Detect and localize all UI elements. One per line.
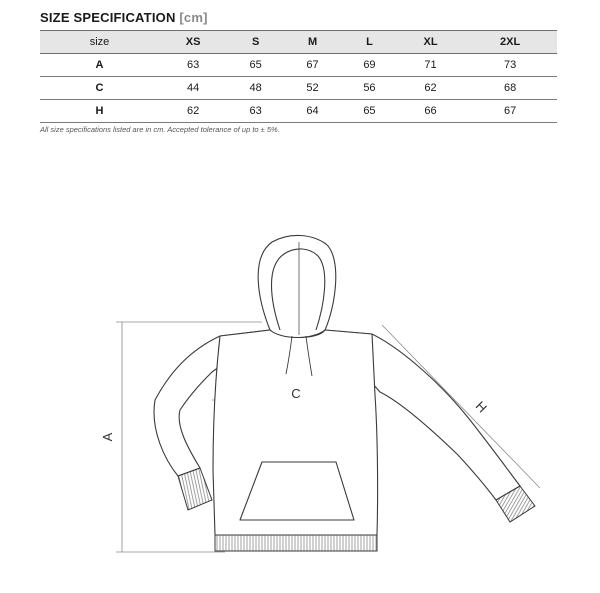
table-cell: 62 — [398, 77, 463, 100]
table-cell: 62 — [159, 100, 227, 123]
table-cell: 65 — [341, 100, 398, 123]
measure-label-h: H — [472, 398, 490, 416]
row-label: H — [40, 100, 159, 123]
title-unit: [cm] — [179, 10, 208, 25]
column-header-s: S — [227, 31, 284, 54]
table-cell: 71 — [398, 54, 463, 77]
row-label: C — [40, 77, 159, 100]
table-cell: 56 — [341, 77, 398, 100]
row-label: A — [40, 54, 159, 77]
column-header-2xl: 2XL — [463, 31, 557, 54]
hoodie-body — [213, 330, 378, 535]
table-cell: 44 — [159, 77, 227, 100]
left-cuff-rib — [178, 468, 212, 510]
hoodie-outline — [154, 235, 520, 535]
waistband-rib — [215, 535, 377, 551]
column-header-xl: XL — [398, 31, 463, 54]
table-cell: 52 — [284, 77, 341, 100]
title-text: SIZE SPECIFICATION — [40, 10, 176, 25]
column-header-xs: XS — [159, 31, 227, 54]
table-cell: 66 — [398, 100, 463, 123]
measure-label-a: A — [100, 432, 115, 442]
table-cell: 68 — [463, 77, 557, 100]
table-cell: 73 — [463, 54, 557, 77]
table-cell: 69 — [341, 54, 398, 77]
column-header-m: M — [284, 31, 341, 54]
table-cell: 63 — [159, 54, 227, 77]
table-cell: 48 — [227, 77, 284, 100]
table-cell: 64 — [284, 100, 341, 123]
column-header-l: L — [341, 31, 398, 54]
table-cell: 63 — [227, 100, 284, 123]
column-header-size: size — [40, 31, 159, 54]
table-cell: 67 — [284, 54, 341, 77]
table-cell: 65 — [227, 54, 284, 77]
table-cell: 67 — [463, 100, 557, 123]
measure-label-c: C — [291, 386, 301, 401]
tolerance-note: All size specifications listed are in cm. Accepted tolerance of up to ± 5%. — [40, 125, 280, 134]
